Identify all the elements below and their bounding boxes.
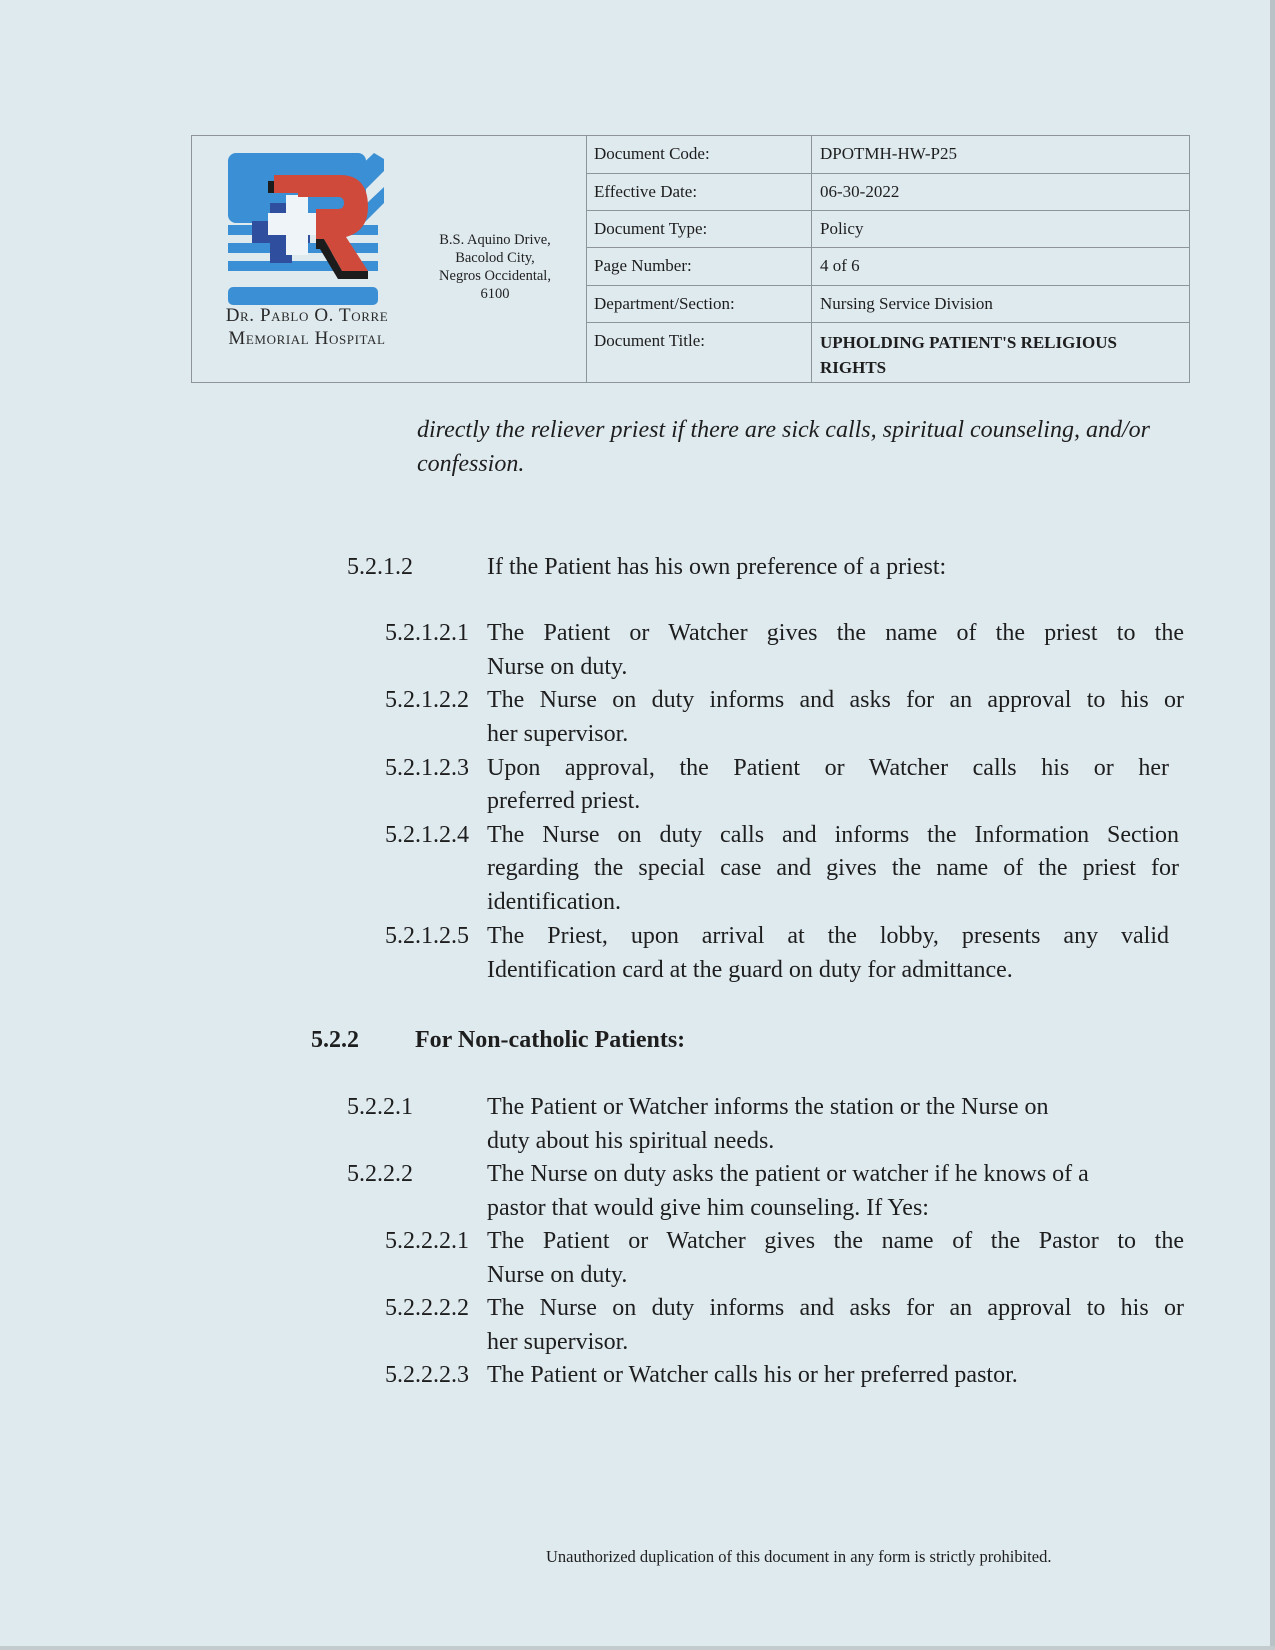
- item-text-line: The Nurse on duty informs and asks for an approval to his or: [487, 1295, 1184, 1321]
- item-text-line: identification.: [487, 889, 621, 915]
- item-text-line: The Priest, upon arrival at the lobby, presents any valid: [487, 923, 1169, 949]
- item-number: 5.2.2.2.1: [385, 1228, 469, 1254]
- row-value: 06-30-2022: [820, 182, 900, 201]
- item-number: 5.2.2.2: [347, 1161, 413, 1187]
- hospital-name-line2: Memorial Hospital: [228, 328, 386, 349]
- page-edge-shadow-bottom: [0, 1646, 1275, 1650]
- row-value: DPOTMH-HW-P25: [820, 144, 957, 163]
- item-number: 5.2.1.2.2: [385, 687, 469, 713]
- address-line: Bacolod City,: [455, 250, 535, 266]
- item-text-line: The Nurse on duty asks the patient or watcher if he knows of a: [487, 1161, 1089, 1187]
- header-row-page-number: [586, 248, 1189, 286]
- address-line: Negros Occidental,: [439, 268, 551, 284]
- row-value: 4 of 6: [820, 256, 860, 275]
- item-number: 5.2.1.2.1: [385, 620, 469, 646]
- item-number: 5.2.1.2.3: [385, 755, 469, 781]
- item-text-line: Upon approval, the Patient or Watcher calls his or her: [487, 755, 1169, 781]
- section-heading-number: 5.2.2: [311, 1027, 359, 1053]
- header-row-document-title: [586, 323, 1189, 382]
- row-label: Document Title:: [586, 323, 812, 382]
- item-text-line: preferred priest.: [487, 788, 641, 814]
- section-text: If the Patient has his own preference of a priest:: [487, 554, 947, 580]
- hospital-address: [420, 231, 570, 303]
- hospital-logo-icon: [228, 153, 384, 305]
- header-row-department: [586, 286, 1189, 323]
- item-text-line: The Nurse on duty calls and informs the Information Section: [487, 822, 1179, 848]
- row-label: Page Number:: [586, 248, 812, 285]
- row-label: Document Code:: [586, 136, 812, 173]
- address-line: B.S. Aquino Drive,: [439, 232, 551, 248]
- header-row-document-code: [586, 136, 1189, 174]
- item-text-line: pastor that would give him counseling. If Yes:: [487, 1195, 929, 1221]
- item-text-line: The Patient or Watcher gives the name of the priest to the: [487, 620, 1184, 646]
- page-edge-shadow: [1270, 0, 1275, 1650]
- item-text-line: her supervisor.: [487, 721, 629, 747]
- item-number: 5.2.2.1: [347, 1094, 413, 1120]
- item-text-line: The Patient or Watcher calls his or her preferred pastor.: [487, 1362, 1018, 1388]
- item-text-line: duty about his spiritual needs.: [487, 1128, 775, 1154]
- address-line: 6100: [480, 286, 510, 302]
- row-label: Document Type:: [586, 211, 812, 247]
- item-text-line: Identification card at the guard on duty for admittance.: [487, 957, 1013, 983]
- item-text-line: regarding the special case and gives the name of the priest for: [487, 855, 1179, 881]
- document-title-line1: UPHOLDING PATIENT'S RELIGIOUS: [820, 333, 1117, 352]
- row-value: Policy: [820, 219, 864, 238]
- section-number: 5.2.1.2: [347, 554, 413, 580]
- footer-notice: Unauthorized duplication of this document in any form is strictly prohibited.: [546, 1547, 1052, 1566]
- document-title: [812, 323, 1189, 380]
- section-heading-title: For Non-catholic Patients:: [415, 1027, 686, 1053]
- document-title-line2: RIGHTS: [820, 358, 887, 377]
- logo-cell: [192, 136, 587, 382]
- row-value: Nursing Service Division: [820, 294, 993, 313]
- item-number: 5.2.2.2.2: [385, 1295, 469, 1321]
- item-text-line: The Nurse on duty informs and asks for an approval to his or: [487, 687, 1184, 713]
- hospital-name: [192, 304, 422, 350]
- row-label: Department/Section:: [586, 286, 812, 322]
- document-header-table: [191, 135, 1190, 383]
- header-row-document-type: [586, 211, 1189, 248]
- intro-text-line2: confession.: [417, 451, 525, 477]
- header-row-effective-date: [586, 174, 1189, 211]
- item-text-line: Nurse on duty.: [487, 654, 628, 680]
- intro-text-line1: directly the reliever priest if there are sick calls, spiritual counseling, and/or: [417, 417, 1150, 443]
- item-number: 5.2.2.2.3: [385, 1362, 469, 1388]
- hospital-name-line1: Dr. Pablo O. Torre: [225, 305, 389, 326]
- item-text-line: The Patient or Watcher gives the name of the Pastor to the: [487, 1228, 1184, 1254]
- item-number: 5.2.1.2.5: [385, 923, 469, 949]
- item-number: 5.2.1.2.4: [385, 822, 469, 848]
- row-label: Effective Date:: [586, 174, 812, 210]
- item-text-line: Nurse on duty.: [487, 1262, 628, 1288]
- item-text-line: The Patient or Watcher informs the station or the Nurse on: [487, 1094, 1049, 1120]
- item-text-line: her supervisor.: [487, 1329, 629, 1355]
